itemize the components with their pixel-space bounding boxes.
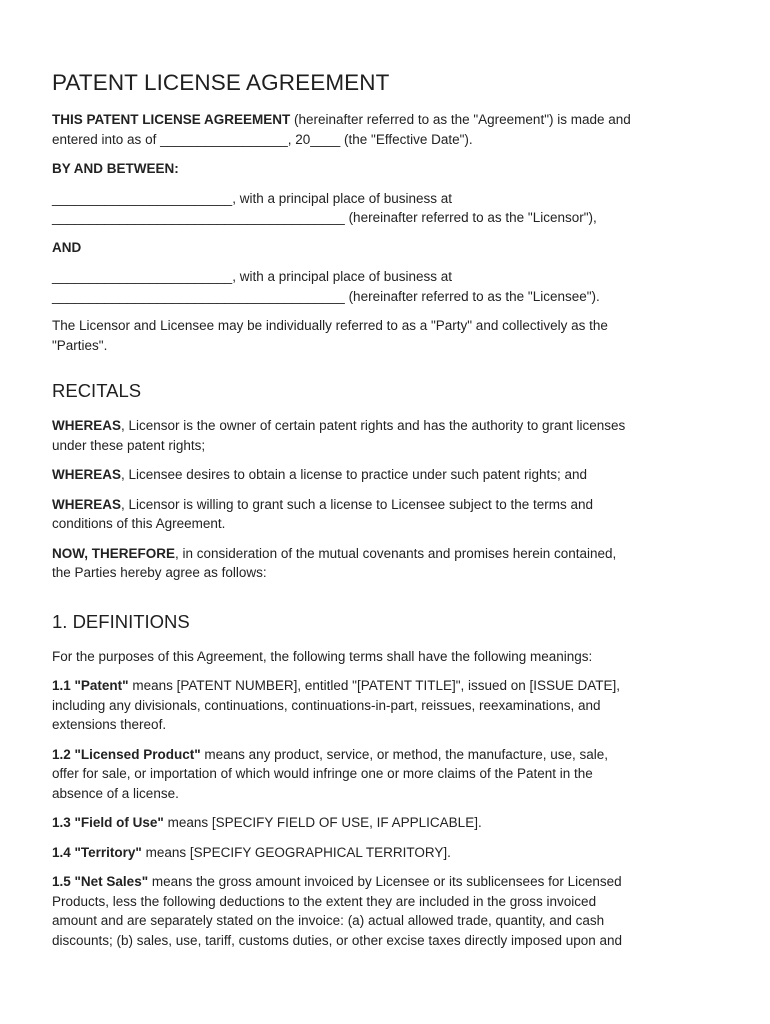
definitions-intro: For the purposes of this Agreement, the following terms shall have the following meanings:	[52, 648, 593, 664]
recital-item: NOW, THEREFORE, in consideration of the mutual covenants and promises herein contained, the Parties hereby agree as follows:	[52, 545, 617, 580]
document-title: PATENT LICENSE AGREEMENT	[52, 70, 390, 95]
definition-item: 1.4 "Territory" means [SPECIFY GEOGRAPHICAL TERRITORY].	[52, 844, 451, 860]
recitals-heading: RECITALS	[52, 380, 142, 401]
parties-paragraph: The Licensor and Licensee may be individually referred to as a "Party" and collectively as the "Parties".	[52, 318, 608, 353]
licensor-paragraph: ________________________, with a principal place of business at _______________________________________ (hereinafter referred to as the "Licensor"),	[52, 190, 597, 225]
definition-item: 1.5 "Net Sales" means the gross amount invoiced by Licensee or its sublicensees for Licensed Products, less the following deductions to the extent they are included in the gross invoiced amount and are separately stated on the invoice: (a) actual allowed trade, quantity, and cash discounts; (b) sales, use, tariff, customs duties, or other excise taxes directly imposed upon and	[52, 874, 623, 948]
recital-item: WHEREAS, Licensee desires to obtain a license to practice under such patent rights; and	[52, 467, 588, 482]
between-label: BY AND BETWEEN:	[52, 161, 179, 176]
recital-item: WHEREAS, Licensor is willing to grant such a license to Licensee subject to the terms and conditions of this Agreement.	[52, 496, 594, 531]
intro-bold: THIS PATENT LICENSE AGREEMENT	[52, 112, 291, 127]
definition-item: 1.2 "Licensed Product" means any product, service, or method, the manufacture, use, sale, offer for sale, or importation of which would infringe one or more claims of the Patent in the absence of a license.	[52, 746, 609, 801]
document-page	[52, 70, 722, 960]
definition-item: 1.3 "Field of Use" means [SPECIFY FIELD OF USE, IF APPLICABLE].	[52, 815, 482, 830]
definition-item: 1.1 "Patent" means [PATENT NUMBER], entitled "[PATENT TITLE]", issued on [ISSUE DATE], including any divisionals, continuations, continuations-in-part, reissues, reexaminations, and extensions thereof.	[52, 678, 621, 732]
licensee-paragraph: ________________________, with a principal place of business at _______________________________________ (hereinafter referred to as the "Licensee").	[52, 269, 600, 304]
recital-item: WHEREAS, Licensor is the owner of certain patent rights and has the authority to grant licenses under these patent rights;	[52, 418, 626, 453]
intro-paragraph: THIS PATENT LICENSE AGREEMENT (hereinafter referred to as the "Agreement") is made and entered into as of _________________, 20____ (the "Effective Date").	[52, 112, 631, 147]
definitions-heading: 1. DEFINITIONS	[52, 610, 190, 632]
and-label: AND	[52, 239, 82, 255]
